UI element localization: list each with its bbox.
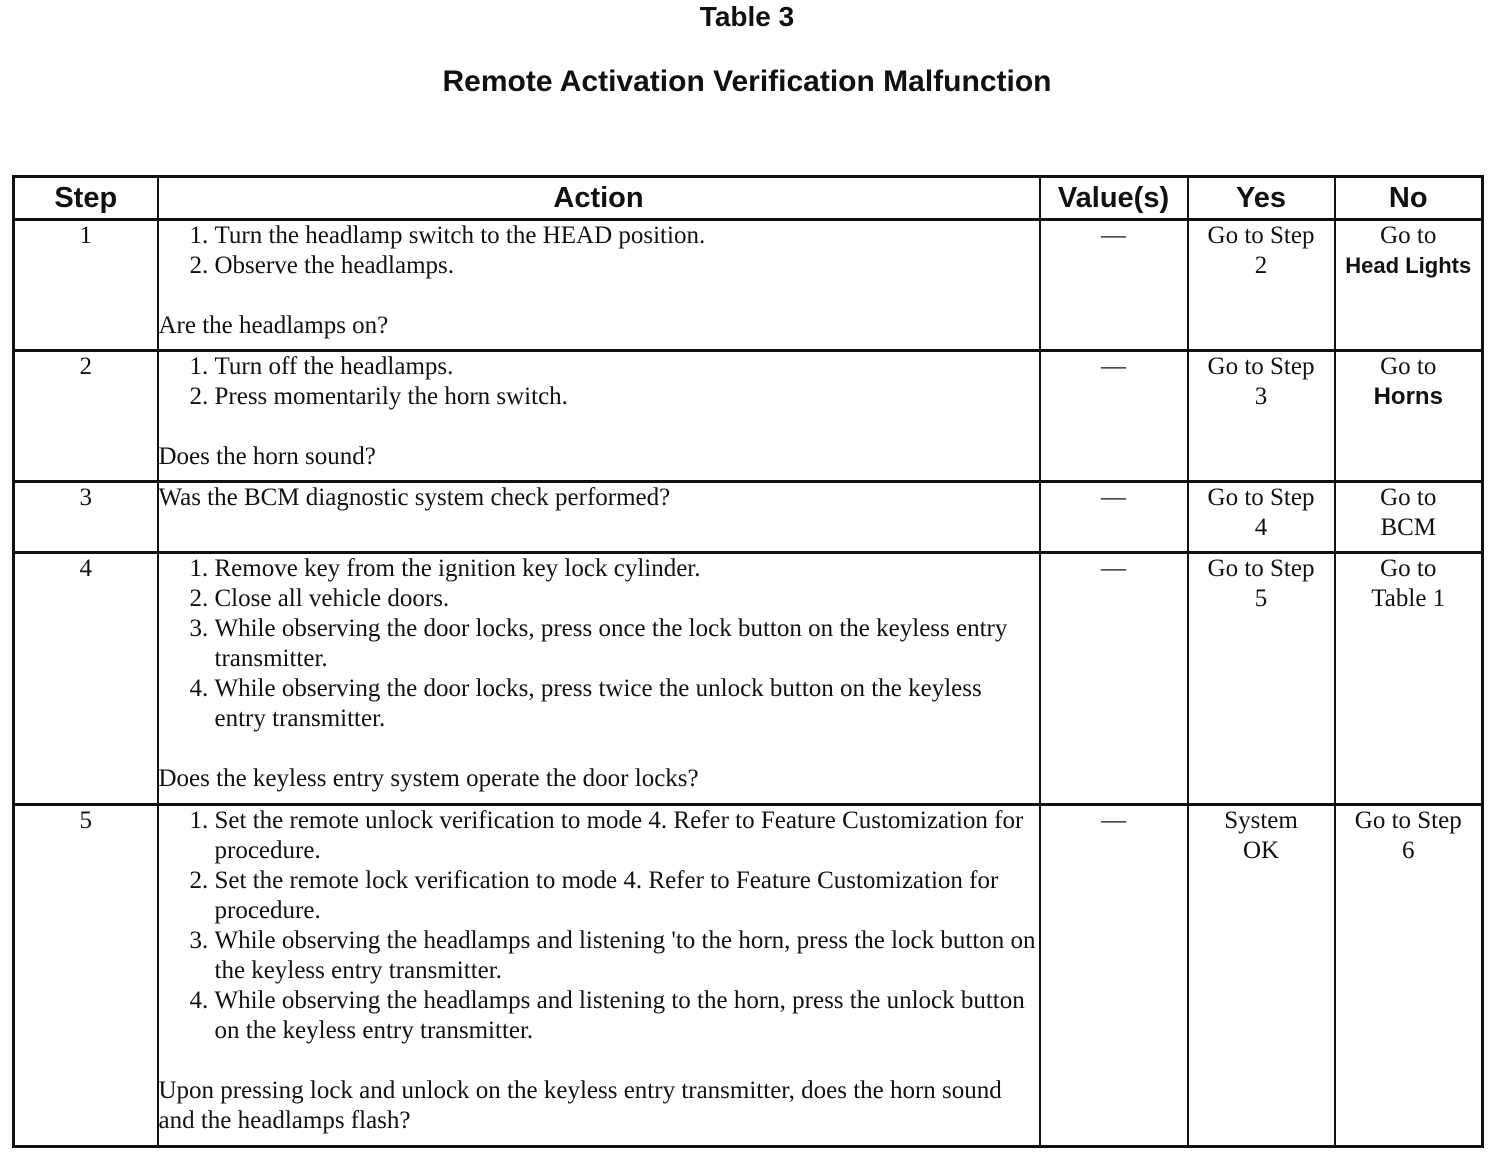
no-label: Go to (1380, 353, 1437, 380)
action-question: Are the headlamps on? (158, 312, 389, 339)
value-cell: — (1040, 351, 1188, 482)
value-cell: — (1040, 805, 1188, 1147)
action-list (159, 352, 1039, 412)
no-target: BCM (1380, 514, 1437, 541)
table-number: Table 3 (699, 1, 795, 32)
value-cell: — (1040, 482, 1188, 553)
no-cell (1335, 220, 1483, 351)
action-question: Does the keyless entry system operate the door locks? (158, 765, 699, 792)
action-cell (158, 805, 1040, 1147)
action-list (159, 806, 1039, 1046)
column-header-values: Value(s) (1040, 177, 1188, 220)
action-item: 4. While observing the door locks, press twice the unlock button on the keyless entry transmitter. (215, 674, 1039, 734)
action-question: Does the horn sound? (158, 443, 376, 470)
action-cell (158, 220, 1040, 351)
action-item: 1. Set the remote unlock verification to mode 4. Refer to Feature Customization for procedure. (215, 806, 1039, 866)
action-cell (158, 351, 1040, 482)
yes-label: Go to Step (1207, 484, 1315, 511)
action-item: 1. Turn the headlamp switch to the HEAD position. (215, 221, 1039, 251)
yes-cell (1188, 482, 1335, 553)
yes-cell (1188, 553, 1335, 805)
step-number: 5 (14, 805, 158, 1147)
no-target: Head Lights (1345, 253, 1472, 278)
yes-cell (1188, 220, 1335, 351)
yes-cell (1188, 805, 1335, 1147)
yes-target: 5 (1254, 585, 1268, 612)
action-item: 1. Turn off the headlamps. (215, 352, 1039, 382)
column-header-action: Action (158, 177, 1040, 220)
table-row (14, 805, 1483, 1147)
step-number: 1 (14, 220, 158, 351)
action-list (159, 554, 1039, 734)
yes-label: Go to Step (1207, 353, 1315, 380)
table-row (14, 553, 1483, 805)
step-number: 3 (14, 482, 158, 553)
step-number: 4 (14, 553, 158, 805)
no-cell (1335, 482, 1483, 553)
action-cell (158, 553, 1040, 805)
yes-target: 4 (1254, 514, 1268, 541)
action-item: 2. Observe the headlamps. (215, 251, 1039, 281)
column-header-no: No (1335, 177, 1483, 220)
no-target: Horns (1373, 383, 1443, 410)
yes-cell (1188, 351, 1335, 482)
no-label: Go to (1380, 484, 1437, 511)
action-list (159, 221, 1039, 281)
diagnostic-table (12, 175, 1484, 1148)
yes-label: Go to Step (1207, 555, 1315, 582)
action-item: 4. While observing the headlamps and listening to the horn, press the unlock button on the keyless entry transmitter. (215, 986, 1039, 1046)
yes-target: OK (1242, 837, 1280, 864)
no-label: Go to (1380, 555, 1437, 582)
action-item: 2. Set the remote lock verification to mode 4. Refer to Feature Customization for procedure. (215, 866, 1039, 926)
no-target: Table 1 (1371, 585, 1446, 612)
action-item: 3. While observing the door locks, press once the lock button on the keyless entry transmitter. (215, 614, 1039, 674)
table-row (14, 220, 1483, 351)
no-label: Go to (1380, 222, 1437, 249)
value-cell: — (1040, 220, 1188, 351)
no-cell (1335, 553, 1483, 805)
yes-target: 3 (1254, 383, 1268, 410)
table-title: Remote Activation Verification Malfunction (442, 65, 1052, 98)
action-question: Upon pressing lock and unlock on the keyless entry transmitter, does the horn sound and the headlamps flash? (158, 1077, 1002, 1134)
yes-label: System (1224, 807, 1298, 834)
action-item: 3. While observing the headlamps and listening 'to the horn, press the lock button on the keyless entry transmitter. (215, 926, 1039, 986)
yes-label: Go to Step (1207, 222, 1315, 249)
column-header-yes: Yes (1188, 177, 1335, 220)
no-target: 6 (1402, 837, 1415, 864)
action-item: 1. Remove key from the ignition key lock cylinder. (215, 554, 1039, 584)
header-row (14, 177, 1483, 220)
yes-target: 2 (1254, 252, 1268, 279)
table-row (14, 351, 1483, 482)
action-item: 2. Press momentarily the horn switch. (215, 382, 1039, 412)
action-cell (158, 482, 1040, 553)
value-cell: — (1040, 553, 1188, 805)
column-header-step: Step (14, 177, 158, 220)
step-number: 2 (14, 351, 158, 482)
action-item: 2. Close all vehicle doors. (215, 584, 1039, 614)
no-cell (1335, 805, 1483, 1147)
action-question: Was the BCM diagnostic system check performed? (158, 484, 671, 511)
table-row (14, 482, 1483, 553)
no-cell (1335, 351, 1483, 482)
no-label: Go to Step (1354, 807, 1462, 834)
